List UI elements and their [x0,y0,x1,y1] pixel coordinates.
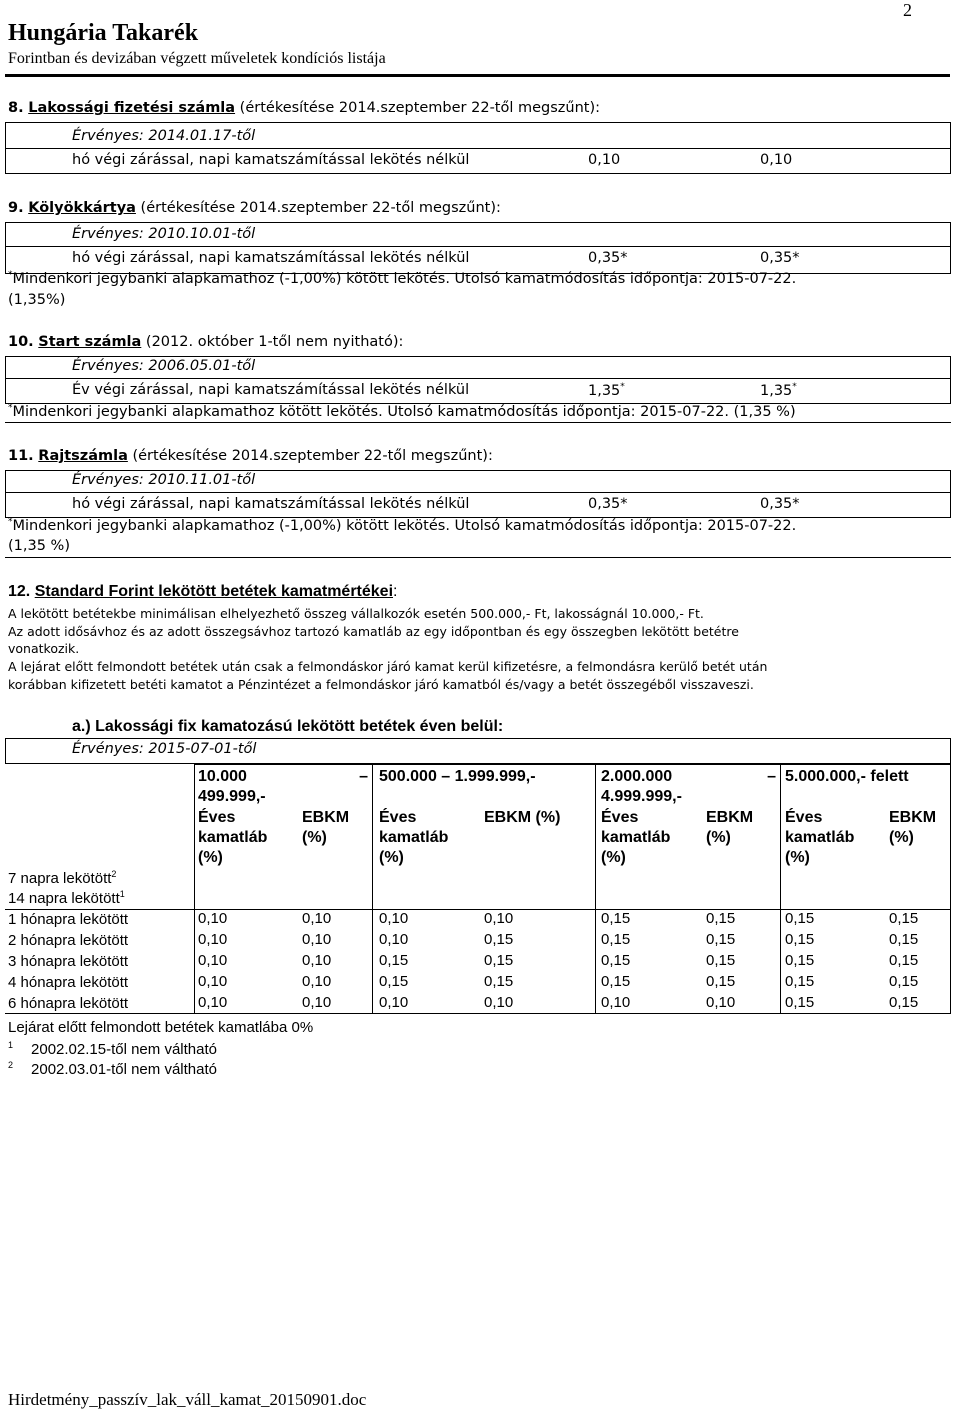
table-cell: 0,15 [601,931,631,948]
footnote-text: Mindenkori jegybanki alapkamathoz (-1,00%) kötött lekötés. Utolsó kamatmódosítás időpontja: 2015-07-22. [12,270,797,287]
footnote-star: * [8,270,13,280]
table-cell: 0,15 [706,973,736,990]
section-9-footnote [8,270,796,287]
table-cell: 0,15 [601,910,631,927]
section-title: Standard Forint lekötött betétek kamatmértékei [34,583,394,600]
table-cell: 0,10 [198,952,228,969]
section-10-underline [5,422,951,423]
section-number: 8. [8,100,24,116]
section-8-rate-label: hó végi zárással, napi kamatszámítással lekötés nélkül [72,152,470,168]
table-cell: 0,10 [198,973,228,990]
subsection-a-title: a.) Lakossági fix kamatozású lekötött betétek éven belül: [72,718,504,735]
table-row-label [8,973,128,991]
footnote-1 [8,1040,217,1058]
section-9-footnote-rate: (1,35%) [8,292,66,308]
table-rule [5,1013,951,1014]
table-row-label [8,994,128,1012]
header-line: EBKM [889,809,937,826]
table-cell: 0,10 [198,994,228,1011]
footer-filename: Hirdetmény_passzív_lak_váll_kamat_20150901.doc [8,1390,367,1409]
section-11-footnote [8,517,796,534]
table-cell: 0,10 [484,994,514,1011]
column-header-annual-rate [785,808,854,868]
section-note: (értékesítése 2014.szeptember 22-től megszűnt): [132,448,493,464]
band-from: 2.000.000 [601,768,673,785]
header-line: Éves [198,809,236,826]
table-cell: 0,15 [601,973,631,990]
row-label-footnote-mark: 2 [111,869,117,879]
amount-band-2: 500.000 – 1.999.999,- [379,768,536,785]
section-9-valid-from: Érvényes: 2010.10.01-től [72,226,256,242]
table-cell: 0,15 [484,973,514,990]
table-cell: 0,15 [889,931,919,948]
section-12-heading [8,583,397,601]
header-line: EBKM [706,809,754,826]
section-number: 10. [8,334,34,350]
section-number: 9. [8,200,24,216]
table-cell: 0,10 [302,931,332,948]
amount-band-1 [198,767,368,807]
table-rule [780,764,781,1013]
section-note: (értékesítése 2014.szeptember 22-től megszűnt): [239,100,601,116]
footnote-mark: 2 [8,1060,14,1070]
header-line: EBKM (%) [484,809,561,826]
subsection-a-valid-from: Érvényes: 2015-07-01-től [72,741,257,757]
column-header-ebkm [889,808,936,848]
band-to: 4.999.999,- [601,788,682,805]
footnote-2 [8,1060,217,1078]
table-rule [595,764,596,1013]
section-11-footnote-rate: (1,35 %) [8,538,70,554]
table-row-label [8,889,125,907]
paragraph-early-termination: A lejárat előtt felmondott betétek után csak a felmondáskor járó kamat kerül kifizetésre, a felmondásra kerülő betét után [8,659,768,674]
table-cell: 0,15 [889,910,919,927]
header-line: Éves [601,809,639,826]
divider [5,148,951,149]
header-line: (%) [706,829,731,846]
table-cell: 0,10 [198,910,228,927]
table-cell: 0,10 [379,994,409,1011]
table-cell: 0,15 [706,952,736,969]
table-cell: 0,15 [889,994,919,1011]
table-cell: 0,15 [706,910,736,927]
table-cell: 0,15 [889,952,919,969]
section-11-valid-from: Érvényes: 2010.11.01-től [72,472,256,488]
header-line: kamatláb [785,829,855,846]
column-header-ebkm [302,808,349,848]
section-note: (2012. október 1-től nem nyitható): [145,334,404,350]
section-9-rate-label: hó végi zárással, napi kamatszámítással lekötés nélkül [72,250,470,266]
section-title: Rajtszámla [38,448,128,464]
rate-value: 1,35 [760,382,793,399]
rate-star: * [792,382,797,392]
row-label-text: 2 hónapra lekötött [8,932,129,949]
table-rule [372,764,373,1013]
bank-name: Hungária Takarék [8,20,199,46]
band-dash: – [767,768,776,785]
column-header-annual-rate [601,808,670,868]
divider [5,378,951,379]
section-11-rate-2: 0,35* [760,496,800,512]
table-cell: 0,15 [484,931,514,948]
section-10-heading [8,334,403,350]
paragraph-rate-applicability: Az adott idősávhoz és az adott összegsávhoz tartozó kamatláb az egy időpontban és egy összegben lekötött betétre [8,624,739,639]
amount-band-3 [601,767,776,807]
table-rule [950,764,951,1013]
table-cell: 0,15 [706,931,736,948]
column-header-ebkm [706,808,753,848]
table-cell: 0,15 [379,952,409,969]
section-11-rate-label: hó végi zárással, napi kamatszámítással lekötés nélkül [72,496,470,512]
table-row-label [8,869,116,887]
table-rule [194,764,195,1013]
paragraph-early-termination-end: korábban kifizetett betéti kamatot a Pénzintézet a felmondáskor járó kamatból és/vagy a betét összegéből visszaveszi. [8,677,754,692]
page-number: 2 [903,0,912,20]
header-line: Éves [785,809,823,826]
section-11-heading [8,448,493,464]
table-cell: 0,15 [379,973,409,990]
table-cell: 0,15 [484,952,514,969]
table-cell: 0,10 [302,910,332,927]
table-cell: 0,10 [379,931,409,948]
document-subtitle: Forintban és devizában végzett műveletek kondíciós listája [8,50,386,67]
footnote-star: * [8,517,13,527]
footnote-text: Mindenkori jegybanki alapkamathoz kötött lekötés. Utolsó kamatmódosítás időpontja: 2015-07-22. (1,35 %) [12,403,796,420]
column-header-ebkm [484,808,560,828]
footnote-text: Mindenkori jegybanki alapkamathoz (-1,00%) kötött lekötés. Utolsó kamatmódosítás időpontja: 2015-07-22. [12,517,797,534]
table-cell: 0,15 [785,994,815,1011]
header-line: EBKM [302,809,350,826]
table-cell: 0,10 [706,994,736,1011]
header-line: (%) [302,829,327,846]
table-row-label [8,910,128,928]
divider [5,492,951,493]
header-line: (%) [198,849,223,866]
footnote-star: * [8,403,13,413]
row-label-text: 6 hónapra lekötött [8,995,129,1012]
row-label-text: 7 napra lekötött [8,870,112,887]
row-label-text: 14 napra lekötött [8,890,120,907]
section-title: Kölyökkártya [28,200,136,216]
section-10-rate-1 [588,382,625,399]
section-8-rate-2: 0,10 [760,152,793,168]
paragraph-rate-applicability-end: vonatkozik. [8,641,80,656]
paragraph-minimum-deposit: A lekötött betétekbe minimálisan elhelyezhető összeg vállalkozók esetén 500.000,- Ft, lakosságnál 10.000,- Ft. [8,606,704,621]
header-line: (%) [601,849,626,866]
row-label-footnote-mark: 1 [119,889,125,899]
section-10-footnote [8,403,796,420]
band-to: 499.999,- [198,788,266,805]
section-note: (értékesítése 2014.szeptember 22-től megszűnt): [140,200,501,216]
table-cell: 0,10 [601,994,631,1011]
section-number: 12. [8,583,31,600]
header-line: (%) [889,829,914,846]
section-9-heading [8,200,501,216]
header-line: kamatláb [601,829,671,846]
section-8-heading [8,100,600,116]
table-row-label [8,931,128,949]
section-10-rate-label: Év végi zárással, napi kamatszámítással lekötés nélkül [72,382,470,398]
section-title: Start számla [38,334,142,350]
section-colon: : [393,583,398,600]
section-title: Lakossági fizetési számla [28,100,236,116]
row-label-text: 4 hónapra lekötött [8,974,129,991]
table-cell: 0,10 [379,910,409,927]
early-termination-note: Lejárat előtt felmondott betétek kamatlába 0% [8,1019,314,1036]
row-label-text: 3 hónapra lekötött [8,953,129,970]
table-cell: 0,10 [302,952,332,969]
rate-star: * [620,382,625,392]
section-9-rate-1: 0,35* [588,250,628,266]
header-line: (%) [785,849,810,866]
table-cell: 0,15 [785,952,815,969]
table-rule [194,764,951,765]
table-row-label [8,952,128,970]
band-from: 10.000 [198,768,247,785]
header-line: (%) [379,849,404,866]
table-cell: 0,15 [785,910,815,927]
column-header-annual-rate [198,808,267,868]
footnote-text: 2002.02.15-től nem váltható [31,1041,217,1058]
amount-band-4: 5.000.000,- felett [785,768,909,785]
column-header-annual-rate [379,808,448,868]
header-line: kamatláb [198,829,268,846]
section-number: 11. [8,448,34,464]
footnote-mark: 1 [8,1040,14,1050]
row-label-text: 1 hónapra lekötött [8,911,129,928]
section-8-valid-from: Érvényes: 2014.01.17-től [72,128,256,144]
header-rule [5,74,950,77]
table-cell: 0,10 [484,910,514,927]
band-dash: – [359,768,368,785]
table-cell: 0,10 [302,994,332,1011]
footnote-text: 2002.03.01-től nem váltható [31,1061,217,1078]
section-9-rate-2: 0,35* [760,250,800,266]
section-11-underline [5,557,951,558]
table-cell: 0,10 [198,931,228,948]
section-10-rate-2 [760,382,797,399]
header-line: kamatláb [379,829,449,846]
table-cell: 0,10 [302,973,332,990]
section-10-valid-from: Érvényes: 2006.05.01-től [72,358,256,374]
section-11-rate-1: 0,35* [588,496,628,512]
table-cell: 0,15 [889,973,919,990]
rate-value: 1,35 [588,382,621,399]
section-8-rate-1: 0,10 [588,152,621,168]
table-cell: 0,15 [601,952,631,969]
table-cell: 0,15 [785,973,815,990]
header-line: Éves [379,809,417,826]
divider [5,246,951,247]
table-cell: 0,15 [785,931,815,948]
